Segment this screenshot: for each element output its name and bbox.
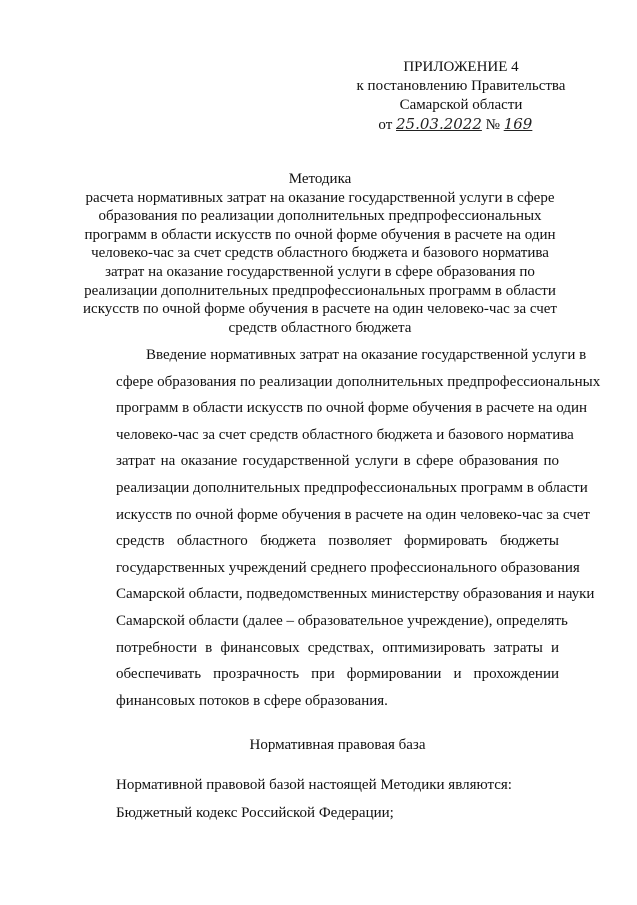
legal-basis bbox=[116, 771, 512, 827]
title-line: реализации дополнительных предпрофессиональных программ в области bbox=[84, 282, 556, 299]
paragraph-line: потребности в финансовых средствах, оптимизировать затраты и bbox=[116, 639, 559, 656]
paragraph-line: Самарской области (далее – образовательное учреждение), определять bbox=[116, 612, 568, 629]
intro-paragraph bbox=[116, 342, 601, 714]
paragraph-line: искусств по очной форме обучения в расчете на один человеко-час за счет bbox=[116, 506, 590, 523]
title-line: образования по реализации дополнительных предпрофессиональных bbox=[98, 208, 542, 225]
title-lines bbox=[70, 189, 570, 338]
paragraph-line: обеспечивать прозрачность при формировании и прохождении bbox=[116, 666, 559, 683]
date-line bbox=[330, 115, 592, 135]
date-prefix: от bbox=[378, 117, 393, 133]
paragraph-line: средств областного бюджета позволяет формировать бюджеты bbox=[116, 533, 559, 550]
paragraph-line: человеко-час за счет средств областного бюджета и базового норматива bbox=[116, 426, 574, 443]
paragraph-line: затрат на оказание государственной услуги в сфере образования по bbox=[116, 453, 559, 470]
paragraph-line: Введение нормативных затрат на оказание государственной услуги в bbox=[146, 347, 587, 363]
legal-basis-line: Нормативной правовой базой настоящей Методики являются: bbox=[116, 777, 512, 793]
title-line: программ в области искусств по очной форме обучения в расчете на один bbox=[84, 226, 556, 243]
title-line: расчета нормативных затрат на оказание государственной услуги в сфере bbox=[85, 189, 555, 206]
title-line: искусств по очной форме обучения в расчете на один человеко-час за счет bbox=[83, 301, 557, 318]
paragraph-line: государственных учреждений среднего профессионального образования bbox=[116, 559, 580, 576]
appendix-label: ПРИЛОЖЕНИЕ 4 bbox=[403, 59, 519, 75]
number-prefix: № bbox=[485, 117, 500, 133]
paragraph-line: Самарской области, подведомственных министерству образования и науки bbox=[116, 586, 595, 603]
title-line: затрат на оказание государственной услуги в сфере образования по bbox=[105, 263, 535, 280]
paragraph-line: программ в области искусств по очной форме обучения в расчете на один bbox=[116, 400, 588, 417]
title-line: средств областного бюджета bbox=[228, 319, 412, 336]
appendix-line: к постановлению Правительства bbox=[356, 78, 566, 94]
paragraph-line: сфере образования по реализации дополнительных предпрофессиональных bbox=[116, 373, 601, 390]
appendix-header bbox=[330, 58, 592, 135]
appendix-line: Самарской области bbox=[399, 97, 523, 113]
title-heading: Методика bbox=[288, 171, 352, 187]
section-heading: Нормативная правовая база bbox=[249, 737, 426, 753]
paragraph-line: финансовых потоков в сфере образования. bbox=[116, 692, 388, 709]
paragraph-line: реализации дополнительных предпрофессиональных программ в области bbox=[116, 479, 588, 496]
legal-basis-line: Бюджетный кодекс Российской Федерации; bbox=[116, 805, 394, 821]
handwritten-number: 169 bbox=[503, 115, 533, 133]
document-title bbox=[70, 170, 570, 337]
handwritten-date: 25.03.2022 bbox=[396, 115, 482, 133]
title-line: человеко-час за счет средств областного бюджета и базового норматива bbox=[91, 245, 549, 262]
